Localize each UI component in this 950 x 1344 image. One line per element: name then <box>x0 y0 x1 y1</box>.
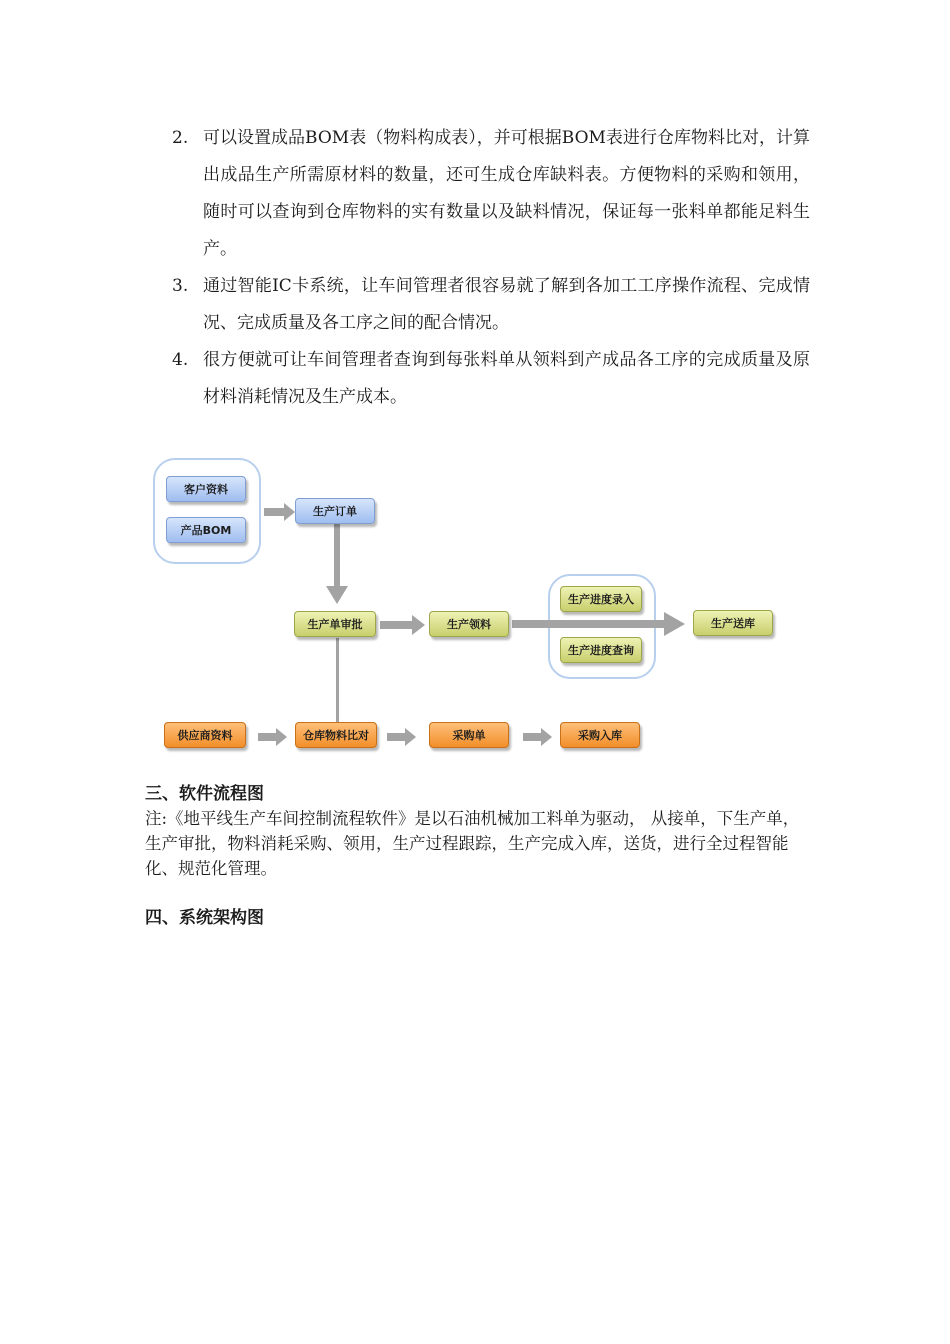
arrow-right-icon <box>664 612 686 636</box>
list-number: 2. <box>172 128 189 148</box>
arrow-down-icon <box>326 586 348 606</box>
product-bom-node: 产品BOM <box>166 517 246 543</box>
arrow-right-icon <box>258 727 288 747</box>
purchase-order-node: 采购单 <box>429 722 509 748</box>
flow-note-paragraph: 注:《地平线生产车间控制流程软件》是以石油机械加工料单为驱动， 从接单，下生产单，生产审批，物料消耗采购、领用，生产过程跟踪，生产完成入库，送货，进行全过程智能化、规范化管理。 <box>145 809 800 878</box>
arrow-right-icon <box>380 614 426 636</box>
section-heading-software-flow: 三、软件流程图 <box>145 784 264 804</box>
order-to-approve-line <box>334 524 340 590</box>
production-order-node: 生产订单 <box>295 498 375 524</box>
progress-query-node: 生产进度查询 <box>560 637 642 663</box>
arrow-right-icon <box>523 727 553 747</box>
list-item <box>170 342 810 416</box>
progress-entry-node: 生产进度录入 <box>560 586 642 612</box>
list-text: 通过智能IC卡系统，让车间管理者很容易就了解到各加工工序操作流程、完成情况、完成质量及各工序之间的配合情况。 <box>203 276 810 333</box>
approve-to-compare-line <box>336 638 339 722</box>
customer-group-box <box>153 458 261 564</box>
list-number: 4. <box>172 350 189 370</box>
arrow-right-icon <box>387 727 417 747</box>
list-text: 很方便就可让车间管理者查询到每张料单从领料到产成品各工序的完成质量及原材料消耗情况及生产成本。 <box>203 350 810 407</box>
list-item <box>170 268 810 342</box>
list-number: 3. <box>172 276 189 296</box>
list-item <box>170 120 810 268</box>
warehouse-compare-node: 仓库物料比对 <box>295 722 377 748</box>
arrow-right-icon <box>264 502 296 522</box>
customer-info-node: 客户资料 <box>166 476 246 502</box>
list-text: 可以设置成品BOM表（物料构成表），并可根据BOM表进行仓库物料比对，计算出成品生产所需原材料的数量，还可生成仓库缺料表。方便物料的采购和领用，随时可以查询到仓库物料的实有数量以及缺料情况，保证每一张料单都能足料生产。 <box>203 128 810 259</box>
section-heading-architecture: 四、系统架构图 <box>145 908 264 928</box>
production-approval-node: 生产单审批 <box>294 611 376 637</box>
supplier-info-node: 供应商资料 <box>164 722 246 748</box>
feature-list <box>170 120 810 416</box>
production-delivery-node: 生产送库 <box>693 610 773 636</box>
flow-diagram <box>140 450 820 770</box>
pick-to-deliver-line <box>512 620 670 628</box>
purchase-storage-node: 采购入库 <box>560 722 640 748</box>
production-picking-node: 生产领料 <box>429 611 509 637</box>
